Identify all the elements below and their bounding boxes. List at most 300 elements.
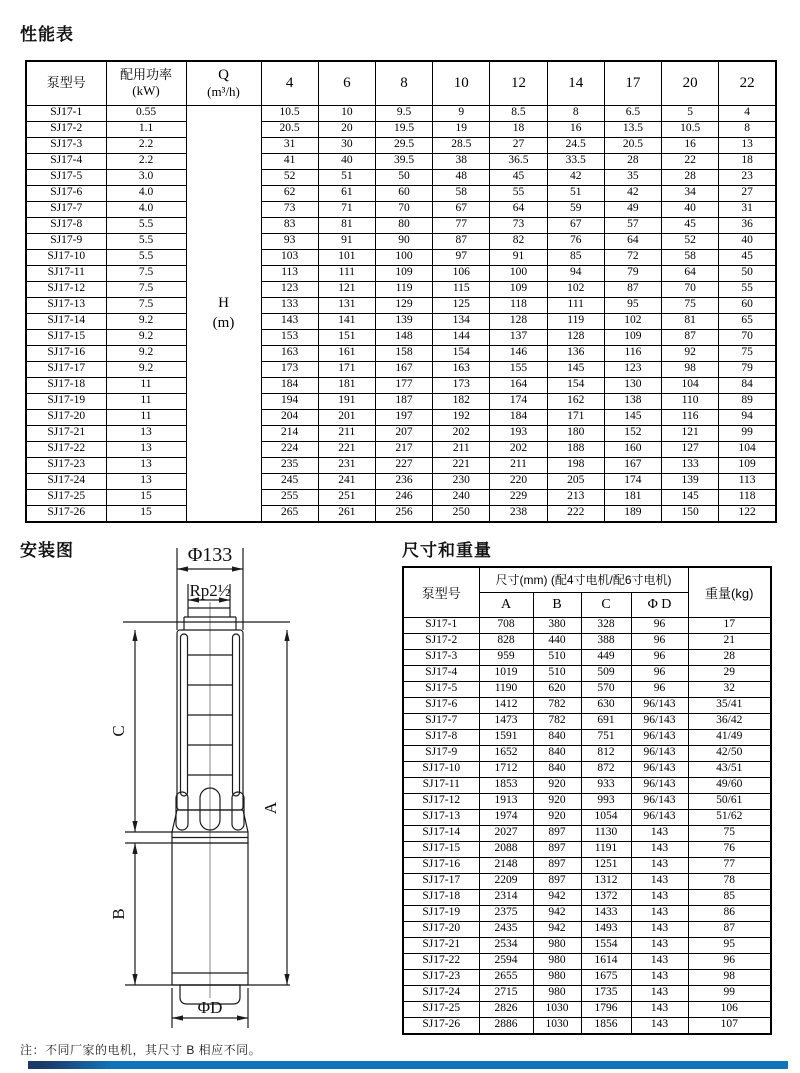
power-cell: 11 — [106, 393, 186, 409]
dim-c-cell: 1493 — [581, 921, 631, 937]
head-value-cell: 4 — [719, 105, 776, 121]
dim-b-cell: 920 — [533, 777, 581, 793]
head-value-cell: 125 — [433, 297, 490, 313]
weight-cell: 99 — [688, 985, 771, 1001]
dim-d-cell: 96/143 — [631, 809, 688, 825]
dimension-row — [403, 857, 771, 873]
label-bottom-diameter: ΦD — [197, 998, 223, 1017]
dimension-table-body — [403, 617, 771, 1034]
head-value-cell: 55 — [490, 185, 547, 201]
head-value-cell: 51 — [547, 185, 604, 201]
head-value-cell: 121 — [318, 281, 375, 297]
head-value-cell: 48 — [433, 169, 490, 185]
section-title-dimensions: 尺寸和重量 — [402, 541, 492, 560]
power-cell: 11 — [106, 409, 186, 425]
head-value-cell: 45 — [662, 217, 719, 233]
head-value-cell: 138 — [604, 393, 661, 409]
dim-d-cell: 96 — [631, 665, 688, 681]
performance-row — [26, 297, 776, 313]
power-cell: 15 — [106, 489, 186, 505]
header-flow — [186, 61, 261, 105]
model-cell: SJ17-14 — [403, 825, 479, 841]
dim-c-cell: 1554 — [581, 937, 631, 953]
dims-header-b: B — [533, 592, 581, 617]
head-value-cell: 174 — [604, 473, 661, 489]
dim-d-cell: 96/143 — [631, 793, 688, 809]
head-value-cell: 134 — [433, 313, 490, 329]
dims-header-model: 泵型号 — [403, 567, 479, 617]
head-value-cell: 167 — [604, 457, 661, 473]
head-value-cell: 115 — [433, 281, 490, 297]
dim-a-cell: 708 — [479, 617, 533, 633]
head-value-cell: 214 — [261, 425, 318, 441]
dim-b-cell: 840 — [533, 761, 581, 777]
dim-c-cell: 1735 — [581, 985, 631, 1001]
header-power — [106, 61, 186, 105]
dim-c-cell: 1372 — [581, 889, 631, 905]
performance-row — [26, 185, 776, 201]
head-value-cell: 100 — [490, 265, 547, 281]
performance-row — [26, 489, 776, 505]
header-flow-12: 12 — [490, 61, 547, 105]
performance-row — [26, 121, 776, 137]
head-value-cell: 211 — [318, 425, 375, 441]
head-value-cell: 221 — [433, 457, 490, 473]
head-value-cell: 194 — [261, 393, 318, 409]
head-value-cell: 61 — [318, 185, 375, 201]
head-value-cell: 250 — [433, 505, 490, 522]
dim-b-cell: 782 — [533, 713, 581, 729]
dim-c-cell: 1191 — [581, 841, 631, 857]
dim-b-cell: 510 — [533, 649, 581, 665]
head-value-cell: 40 — [719, 233, 776, 249]
head-value-cell: 116 — [662, 409, 719, 425]
model-cell: SJ17-2 — [26, 121, 106, 137]
dim-d-cell: 96/143 — [631, 713, 688, 729]
dim-c-cell: 1251 — [581, 857, 631, 873]
head-value-cell: 77 — [433, 217, 490, 233]
head-value-cell: 76 — [547, 233, 604, 249]
dim-d-cell: 96/143 — [631, 777, 688, 793]
head-value-cell: 184 — [261, 377, 318, 393]
head-value-cell: 173 — [261, 361, 318, 377]
head-value-cell: 89 — [719, 393, 776, 409]
head-value-cell: 31 — [719, 201, 776, 217]
dim-d-cell: 143 — [631, 937, 688, 953]
dim-d-cell: 143 — [631, 873, 688, 889]
head-value-cell: 79 — [604, 265, 661, 281]
dim-d-cell: 143 — [631, 953, 688, 969]
head-value-cell: 251 — [318, 489, 375, 505]
head-value-cell: 128 — [547, 329, 604, 345]
head-value-cell: 45 — [719, 249, 776, 265]
head-value-cell: 31 — [261, 137, 318, 153]
section-title-performance: 性能表 — [20, 25, 74, 44]
dim-a-cell: 2375 — [479, 905, 533, 921]
head-value-cell: 162 — [547, 393, 604, 409]
performance-row — [26, 345, 776, 361]
head-value-cell: 113 — [719, 473, 776, 489]
model-cell: SJ17-13 — [403, 809, 479, 825]
dimension-row — [403, 665, 771, 681]
performance-table — [25, 60, 777, 523]
dim-b-cell: 440 — [533, 633, 581, 649]
head-value-cell: 217 — [375, 441, 432, 457]
weight-cell: 86 — [688, 905, 771, 921]
dimension-row — [403, 761, 771, 777]
head-value-cell: 109 — [719, 457, 776, 473]
header-flow-20: 20 — [662, 61, 719, 105]
head-value-cell: 261 — [318, 505, 375, 522]
weight-cell: 85 — [688, 889, 771, 905]
dim-c-cell: 993 — [581, 793, 631, 809]
label-thread: Rp2½ — [189, 581, 231, 600]
model-cell: SJ17-26 — [403, 1017, 479, 1034]
head-value-cell: 87 — [604, 281, 661, 297]
head-value-cell: 22 — [662, 153, 719, 169]
head-value-cell: 94 — [547, 265, 604, 281]
head-value-cell: 18 — [719, 153, 776, 169]
model-cell: SJ17-8 — [26, 217, 106, 233]
dimension-row — [403, 1017, 771, 1034]
head-value-cell: 231 — [318, 457, 375, 473]
head-value-cell: 19 — [433, 121, 490, 137]
head-value-cell: 128 — [490, 313, 547, 329]
head-value-cell: 192 — [433, 409, 490, 425]
dim-a-cell: 1591 — [479, 729, 533, 745]
head-value-cell: 90 — [375, 233, 432, 249]
head-value-cell: 70 — [719, 329, 776, 345]
head-value-cell: 136 — [547, 345, 604, 361]
weight-cell: 41/49 — [688, 729, 771, 745]
head-value-cell: 143 — [261, 313, 318, 329]
head-value-cell: 24.5 — [547, 137, 604, 153]
dim-c-cell: 812 — [581, 745, 631, 761]
head-value-cell: 205 — [547, 473, 604, 489]
model-cell: SJ17-4 — [26, 153, 106, 169]
head-value-cell: 10 — [318, 105, 375, 121]
dim-c-cell: 328 — [581, 617, 631, 633]
model-cell: SJ17-10 — [403, 761, 479, 777]
weight-cell: 32 — [688, 681, 771, 697]
head-value-cell: 246 — [375, 489, 432, 505]
head-value-cell: 110 — [662, 393, 719, 409]
weight-cell: 78 — [688, 873, 771, 889]
head-value-cell: 70 — [662, 281, 719, 297]
head-value-cell: 109 — [375, 265, 432, 281]
weight-cell: 17 — [688, 617, 771, 633]
weight-cell: 77 — [688, 857, 771, 873]
head-value-cell: 79 — [719, 361, 776, 377]
head-value-cell: 163 — [261, 345, 318, 361]
dimension-table — [402, 566, 772, 1035]
head-value-cell: 94 — [719, 409, 776, 425]
performance-row — [26, 441, 776, 457]
dim-a-cell: 2435 — [479, 921, 533, 937]
label-dim-c: C — [109, 725, 128, 737]
performance-row — [26, 425, 776, 441]
dim-a-cell: 2088 — [479, 841, 533, 857]
model-cell: SJ17-17 — [26, 361, 106, 377]
head-value-cell: 133 — [261, 297, 318, 313]
dimension-row — [403, 937, 771, 953]
dim-a-cell: 1652 — [479, 745, 533, 761]
head-value-cell: 139 — [662, 473, 719, 489]
performance-row — [26, 153, 776, 169]
performance-header-row — [26, 61, 776, 105]
model-cell: SJ17-23 — [403, 969, 479, 985]
dimension-row — [403, 697, 771, 713]
model-cell: SJ17-13 — [26, 297, 106, 313]
dim-a-cell: 1412 — [479, 697, 533, 713]
dim-b-cell: 840 — [533, 745, 581, 761]
model-cell: SJ17-21 — [26, 425, 106, 441]
head-value-cell: 80 — [375, 217, 432, 233]
weight-cell: 76 — [688, 841, 771, 857]
head-value-cell: 121 — [662, 425, 719, 441]
head-value-cell: 16 — [662, 137, 719, 153]
header-flow-8: 8 — [375, 61, 432, 105]
dim-c-cell: 570 — [581, 681, 631, 697]
head-value-cell: 144 — [433, 329, 490, 345]
head-value-cell: 193 — [490, 425, 547, 441]
head-value-cell: 187 — [375, 393, 432, 409]
model-cell: SJ17-25 — [403, 1001, 479, 1017]
power-cell: 13 — [106, 457, 186, 473]
head-value-cell: 146 — [490, 345, 547, 361]
header-flow-4: 4 — [261, 61, 318, 105]
power-cell: 5.5 — [106, 249, 186, 265]
head-value-cell: 111 — [318, 265, 375, 281]
head-value-cell: 161 — [318, 345, 375, 361]
weight-cell: 49/60 — [688, 777, 771, 793]
head-value-cell: 64 — [604, 233, 661, 249]
head-value-cell: 118 — [719, 489, 776, 505]
power-cell: 2.2 — [106, 137, 186, 153]
head-value-cell: 202 — [433, 425, 490, 441]
dimension-row — [403, 649, 771, 665]
dim-d-cell: 143 — [631, 985, 688, 1001]
dim-d-cell: 96/143 — [631, 729, 688, 745]
head-value-cell: 167 — [375, 361, 432, 377]
performance-row — [26, 393, 776, 409]
head-value-cell: 154 — [433, 345, 490, 361]
head-value-cell: 87 — [433, 233, 490, 249]
head-value-cell: 50 — [719, 265, 776, 281]
head-value-cell: 5 — [662, 105, 719, 121]
head-value-cell: 58 — [662, 249, 719, 265]
dim-b-cell: 897 — [533, 841, 581, 857]
head-value-cell: 122 — [719, 505, 776, 522]
model-cell: SJ17-6 — [26, 185, 106, 201]
head-value-cell: 71 — [318, 201, 375, 217]
model-cell: SJ17-26 — [26, 505, 106, 522]
dim-c-cell: 509 — [581, 665, 631, 681]
dims-header-size-group: 尺寸(mm) (配4寸电机/配6寸电机) — [479, 567, 688, 592]
head-value-cell: 58 — [433, 185, 490, 201]
head-value-cell: 42 — [547, 169, 604, 185]
performance-row — [26, 409, 776, 425]
dim-a-cell: 1712 — [479, 761, 533, 777]
head-value-cell: 181 — [318, 377, 375, 393]
head-value-cell: 39.5 — [375, 153, 432, 169]
head-value-cell: 13 — [719, 137, 776, 153]
head-value-cell: 33.5 — [547, 153, 604, 169]
head-value-cell: 236 — [375, 473, 432, 489]
weight-cell: 29 — [688, 665, 771, 681]
head-value-cell: 141 — [318, 313, 375, 329]
model-cell: SJ17-1 — [403, 617, 479, 633]
weight-cell: 36/42 — [688, 713, 771, 729]
head-value-cell: 52 — [261, 169, 318, 185]
dim-a-cell: 1974 — [479, 809, 533, 825]
dim-b-cell: 942 — [533, 921, 581, 937]
dim-a-cell: 2534 — [479, 937, 533, 953]
head-value-cell: 240 — [433, 489, 490, 505]
head-value-cell: 113 — [261, 265, 318, 281]
head-value-cell: 30 — [318, 137, 375, 153]
head-value-cell: 127 — [662, 441, 719, 457]
dim-b-cell: 980 — [533, 969, 581, 985]
head-value-cell: 116 — [604, 345, 661, 361]
weight-cell: 107 — [688, 1017, 771, 1034]
model-cell: SJ17-8 — [403, 729, 479, 745]
head-value-cell: 129 — [375, 297, 432, 313]
dimension-row — [403, 681, 771, 697]
model-cell: SJ17-19 — [26, 393, 106, 409]
performance-row — [26, 457, 776, 473]
model-cell: SJ17-23 — [26, 457, 106, 473]
head-value-cell: 163 — [433, 361, 490, 377]
head-value-cell: 235 — [261, 457, 318, 473]
dimension-row — [403, 841, 771, 857]
dim-d-cell: 143 — [631, 889, 688, 905]
dim-a-cell: 1913 — [479, 793, 533, 809]
dim-a-cell: 1853 — [479, 777, 533, 793]
head-value-cell: 10.5 — [662, 121, 719, 137]
head-value-cell: 160 — [604, 441, 661, 457]
dimension-row — [403, 1001, 771, 1017]
head-value-cell: 182 — [433, 393, 490, 409]
head-value-cell: 188 — [547, 441, 604, 457]
head-value-cell: 111 — [547, 297, 604, 313]
weight-cell: 50/61 — [688, 793, 771, 809]
header-power-line1: 配用功率 — [119, 67, 172, 82]
head-value-cell: 52 — [662, 233, 719, 249]
performance-row — [26, 105, 776, 121]
dim-b-cell: 897 — [533, 873, 581, 889]
head-value-cell: 221 — [318, 441, 375, 457]
head-value-cell: 9.5 — [375, 105, 432, 121]
head-value-cell: 29.5 — [375, 137, 432, 153]
head-value-cell: 50 — [375, 169, 432, 185]
weight-cell: 96 — [688, 953, 771, 969]
performance-row — [26, 281, 776, 297]
head-value-cell: 211 — [490, 457, 547, 473]
head-unit-cell: H (m) — [186, 105, 261, 522]
dimension-row — [403, 969, 771, 985]
header-flow-line1: Q — [218, 66, 229, 83]
head-value-cell: 189 — [604, 505, 661, 522]
head-value-cell: 123 — [261, 281, 318, 297]
model-cell: SJ17-18 — [26, 377, 106, 393]
header-flow-10: 10 — [433, 61, 490, 105]
head-value-cell: 171 — [547, 409, 604, 425]
dim-a-cell: 959 — [479, 649, 533, 665]
dim-d-cell: 96 — [631, 633, 688, 649]
dim-b-cell: 840 — [533, 729, 581, 745]
dim-c-cell: 388 — [581, 633, 631, 649]
head-value-cell: 23 — [719, 169, 776, 185]
power-cell: 4.0 — [106, 185, 186, 201]
model-cell: SJ17-1 — [26, 105, 106, 121]
performance-row — [26, 329, 776, 345]
dim-b-cell: 920 — [533, 793, 581, 809]
dimension-row — [403, 905, 771, 921]
head-value-cell: 130 — [604, 377, 661, 393]
dims-header-weight: 重量(kg) — [688, 567, 771, 617]
dim-c-cell: 449 — [581, 649, 631, 665]
dim-b-cell: 980 — [533, 953, 581, 969]
dim-a-cell: 2209 — [479, 873, 533, 889]
dimension-row — [403, 809, 771, 825]
head-value-cell: 45 — [490, 169, 547, 185]
head-value-cell: 102 — [604, 313, 661, 329]
dims-header-c: C — [581, 592, 631, 617]
head-value-cell: 104 — [662, 377, 719, 393]
dim-a-cell: 2715 — [479, 985, 533, 1001]
power-cell: 7.5 — [106, 281, 186, 297]
model-cell: SJ17-16 — [403, 857, 479, 873]
head-value-cell: 73 — [490, 217, 547, 233]
head-value-cell: 133 — [662, 457, 719, 473]
head-value-cell: 119 — [375, 281, 432, 297]
head-value-cell: 137 — [490, 329, 547, 345]
dim-c-cell: 872 — [581, 761, 631, 777]
head-value-cell: 109 — [604, 329, 661, 345]
dim-d-cell: 143 — [631, 857, 688, 873]
head-value-cell: 41 — [261, 153, 318, 169]
model-cell: SJ17-19 — [403, 905, 479, 921]
head-value-cell: 181 — [604, 489, 661, 505]
model-cell: SJ17-18 — [403, 889, 479, 905]
footnote: 注：不同厂家的电机，其尺寸 B 相应不同。 — [20, 1043, 262, 1057]
head-value-cell: 67 — [433, 201, 490, 217]
weight-cell: 28 — [688, 649, 771, 665]
head-value-cell: 28 — [604, 153, 661, 169]
dim-b-cell: 620 — [533, 681, 581, 697]
head-value-cell: 97 — [433, 249, 490, 265]
dim-d-cell: 96 — [631, 649, 688, 665]
head-value-cell: 148 — [375, 329, 432, 345]
head-value-cell: 201 — [318, 409, 375, 425]
power-cell: 3.0 — [106, 169, 186, 185]
dim-c-cell: 1675 — [581, 969, 631, 985]
dim-d-cell: 143 — [631, 969, 688, 985]
head-value-cell: 131 — [318, 297, 375, 313]
head-value-cell: 153 — [261, 329, 318, 345]
model-cell: SJ17-6 — [403, 697, 479, 713]
header-flow-14: 14 — [547, 61, 604, 105]
head-value-cell: 91 — [490, 249, 547, 265]
power-cell: 1.1 — [106, 121, 186, 137]
dim-b-cell: 1030 — [533, 1001, 581, 1017]
head-value-cell: 222 — [547, 505, 604, 522]
model-cell: SJ17-12 — [26, 281, 106, 297]
head-value-cell: 101 — [318, 249, 375, 265]
head-value-cell: 104 — [719, 441, 776, 457]
model-cell: SJ17-12 — [403, 793, 479, 809]
